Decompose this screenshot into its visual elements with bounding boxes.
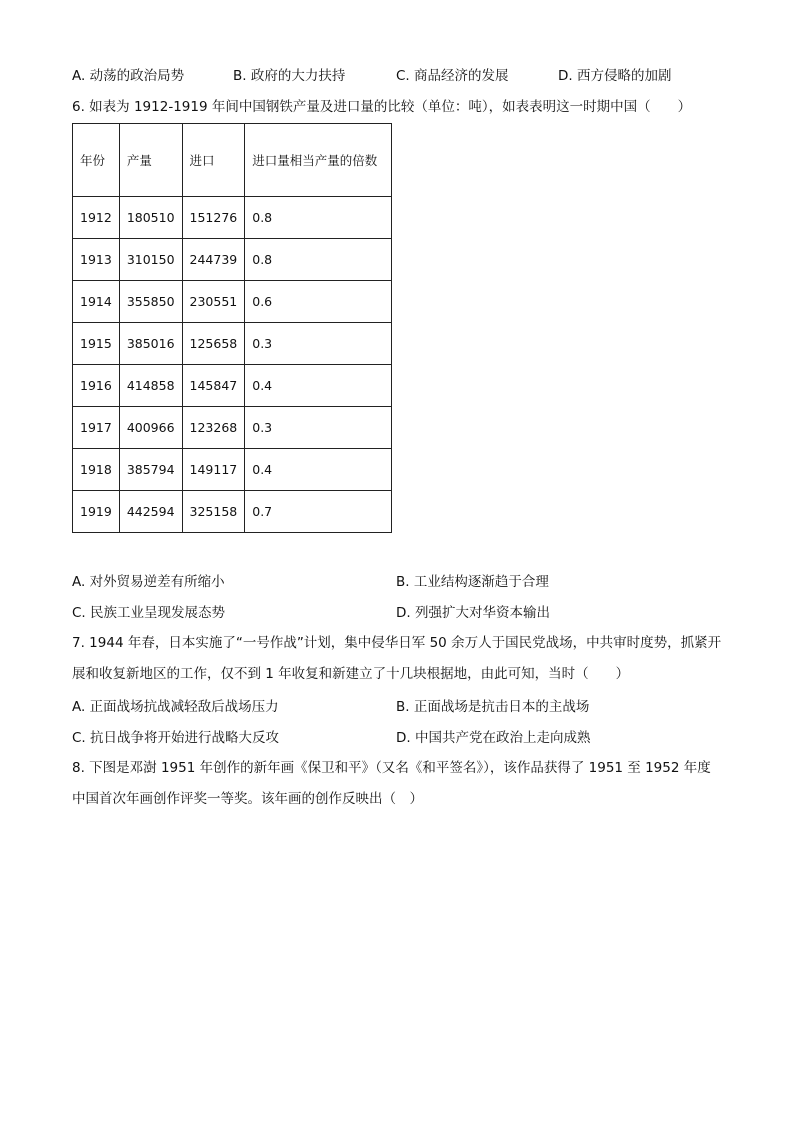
q6-option-a: A. 对外贸易逆差有所缩小 [72,574,225,590]
header-import: 进口 [182,124,245,197]
q8-stem: 8. 下图是邓澍 1951 年创作的新年画《保卫和平》（又名《和平签名》），该作品获得了 1951 至 1952 年度中国首次年画创作评奖一等奖。该年画的创作反映出（ ） [72,760,711,807]
table-row [73,449,392,491]
cell-import: 145847 [182,365,245,407]
header-ratio: 进口量相当产量的倍数 [245,124,392,197]
cell-output: 385794 [119,449,182,491]
cell-import: 149117 [182,449,245,491]
cell-output: 442594 [119,491,182,533]
cell-ratio: 0.3 [245,323,392,365]
cell-year: 1912 [73,197,120,239]
table-row [73,281,392,323]
cell-output: 400966 [119,407,182,449]
cell-import: 151276 [182,197,245,239]
table-row [73,239,392,281]
table-row [73,407,392,449]
cell-ratio: 0.8 [245,197,392,239]
cell-import: 123268 [182,407,245,449]
header-output: 产量 [119,124,182,197]
cell-output: 180510 [119,197,182,239]
cell-year: 1917 [73,407,120,449]
cell-year: 1914 [73,281,120,323]
cell-year: 1913 [73,239,120,281]
cell-year: 1916 [73,365,120,407]
cell-year: 1915 [73,323,120,365]
cell-ratio: 0.4 [245,449,392,491]
q5-option-d: D. 西方侵略的加剧 [558,68,672,84]
q7-option-c: C. 抗日战争将开始进行战略大反攻 [72,730,280,746]
q6-option-d: D. 列强扩大对华资本输出 [396,605,550,621]
q6-stem: 6. 如表为 1912-1919 年间中国钢铁产量及进口量的比较（单位：吨），如表表明这一时期中国（ ） [72,99,692,115]
cell-ratio: 0.8 [245,239,392,281]
cell-import: 125658 [182,323,245,365]
table-row [73,197,392,239]
table-header-row [73,124,392,197]
cell-output: 355850 [119,281,182,323]
cell-year: 1918 [73,449,120,491]
q7-option-a: A. 正面战场抗战减轻敌后战场压力 [72,699,279,715]
q5-option-c: C. 商品经济的发展 [396,68,509,84]
cell-ratio: 0.6 [245,281,392,323]
cell-output: 414858 [119,365,182,407]
header-year: 年份 [73,124,120,197]
steel-table [72,123,392,533]
q7-stem: 7. 1944 年春，日本实施了“一号作战”计划，集中侵华日军 50 余万人于国民党战场，中共审时度势，抓紧开展和收复新地区的工作，仅不到 1 年收复和新建立了十几块根据地，由此可知，当时（ ） [72,635,722,682]
cell-output: 385016 [119,323,182,365]
cell-ratio: 0.4 [245,365,392,407]
q6-option-c: C. 民族工业呈现发展态势 [72,605,226,621]
cell-output: 310150 [119,239,182,281]
cell-ratio: 0.7 [245,491,392,533]
q5-option-a: A. 动荡的政治局势 [72,68,185,84]
cell-import: 230551 [182,281,245,323]
table-row [73,365,392,407]
q5-option-b: B. 政府的大力扶持 [233,68,346,84]
q7-option-d: D. 中国共产党在政治上走向成熟 [396,730,591,746]
table-row [73,491,392,533]
q7-option-b: B. 正面战场是抗击日本的主战场 [396,699,590,715]
cell-ratio: 0.3 [245,407,392,449]
table-row [73,323,392,365]
cell-import: 325158 [182,491,245,533]
cell-year: 1919 [73,491,120,533]
cell-import: 244739 [182,239,245,281]
q6-option-b: B. 工业结构逐渐趋于合理 [396,574,549,590]
